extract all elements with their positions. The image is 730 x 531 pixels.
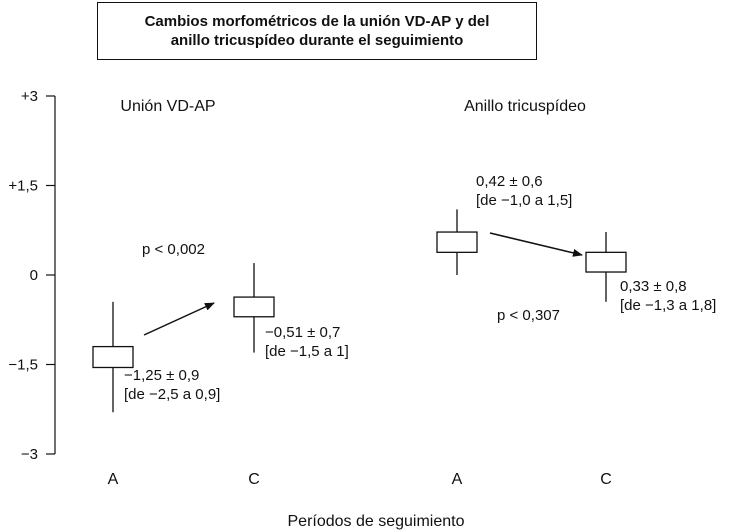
trend-arrow [490, 233, 582, 255]
box [586, 252, 626, 272]
y-tick-label: 0 [29, 267, 38, 284]
y-tick-label: −1,5 [8, 356, 38, 374]
trend-arrow [144, 303, 214, 335]
box [234, 297, 274, 317]
range-annotation: [de −1,0 a 1,5] [476, 192, 573, 209]
value-annotation: −0,51 ± 0,7 [265, 324, 341, 341]
y-tick-label: +3 [20, 88, 38, 105]
x-tick-label: A [451, 471, 463, 488]
chart-title: Cambios morfométricos de la unión VD-AP y del anillo tricuspídeo durante el seguimiento [144, 13, 490, 49]
x-tick-label: A [107, 471, 119, 488]
box [437, 232, 477, 252]
x-tick-label: C [600, 471, 612, 488]
range-annotation: [de −1,5 a 1] [265, 343, 349, 360]
group-label: Unión VD-AP [120, 98, 216, 115]
p-value-label: p < 0,307 [497, 307, 560, 324]
value-annotation: −1,25 ± 0,9 [124, 367, 200, 384]
p-value-label: p < 0,002 [142, 241, 205, 258]
x-axis-label: Períodos de seguimiento [287, 513, 465, 530]
value-annotation: 0,33 ± 0,8 [620, 278, 687, 295]
x-tick-label: C [248, 471, 260, 488]
box [93, 347, 133, 368]
value-annotation: 0,42 ± 0,6 [476, 173, 543, 190]
y-tick-label: +1,5 [8, 177, 38, 195]
range-annotation: [de −1,3 a 1,8] [620, 297, 717, 314]
range-annotation: [de −2,5 a 0,9] [124, 386, 221, 403]
group-label: Anillo tricuspídeo [464, 98, 586, 115]
y-tick-label: −3 [20, 446, 38, 463]
